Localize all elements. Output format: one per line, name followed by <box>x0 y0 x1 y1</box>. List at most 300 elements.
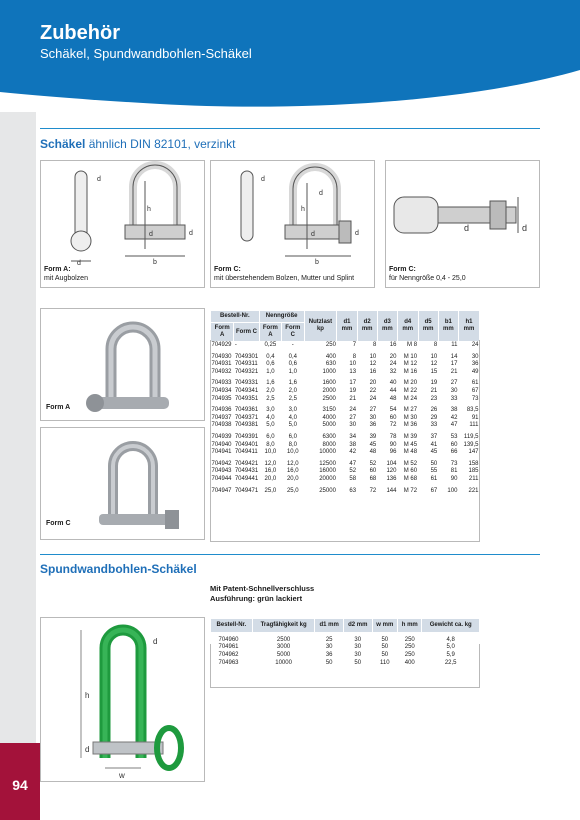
table-cell: 221 <box>468 487 479 494</box>
spundwand-shackle-drawing <box>41 618 206 783</box>
table-cell: 78 <box>389 433 397 440</box>
table-cell: 5,9 <box>446 652 455 659</box>
table-cell: 3000 <box>276 644 291 651</box>
t2-th-tragfaehigkeit: Tragfähigkeit kg <box>252 619 315 633</box>
table-cell: 25000 <box>319 487 336 494</box>
table-cell: 33 <box>430 422 438 429</box>
table-cell: 81 <box>450 468 458 475</box>
section-title-schaekel <box>40 137 235 151</box>
table-cell: 704932 <box>211 368 232 375</box>
table-cell: 10000 <box>319 449 336 456</box>
table-cell: 10,0 <box>286 449 299 456</box>
dim-h-s: h <box>85 691 90 700</box>
table-cell: 37 <box>430 433 438 440</box>
table-cell: 2,5 <box>288 395 297 402</box>
table-cell: 24 <box>369 395 377 402</box>
table-cell: 27 <box>349 414 357 421</box>
table-cell: 7049431 <box>234 468 259 475</box>
table-cell: 40 <box>389 380 397 387</box>
table-cell: 5000 <box>322 422 336 429</box>
table-cell: 2500 <box>322 395 336 402</box>
th-form-c: Form C <box>234 323 259 342</box>
table-cell: 6,0 <box>288 433 297 440</box>
table-cell: 48 <box>389 395 397 402</box>
shackle-drawing-form-c <box>211 161 376 266</box>
table-cell: M 60 <box>403 468 418 475</box>
caption-form-c <box>214 265 354 283</box>
table-cell: - <box>234 342 237 348</box>
table-cell: 16 <box>369 368 377 375</box>
table-cell: M 27 <box>403 407 418 414</box>
table-cell: 704947 <box>211 487 232 494</box>
table-cell: 704944 <box>211 475 232 482</box>
dim-w-s: w <box>119 771 125 780</box>
table-cell: 73 <box>450 460 458 467</box>
table-cell: 7 <box>352 342 357 348</box>
table-cell: 704933 <box>211 380 232 387</box>
table-cell: 36 <box>325 652 333 659</box>
table-cell: M 45 <box>403 441 418 448</box>
th-d3: d3 mm <box>377 311 397 342</box>
table-cell: M 10 <box>403 353 418 360</box>
table-cell: 72 <box>389 422 397 429</box>
table-cell: 7049381 <box>234 422 259 429</box>
table-cell: M 72 <box>403 487 418 494</box>
table-cell: 17 <box>349 380 357 387</box>
section-title-bold: Schäkel <box>40 137 86 151</box>
table-cell: 704935 <box>211 395 232 402</box>
table-cell: M 36 <box>403 422 418 429</box>
th-size-form-c: Form C <box>282 323 305 342</box>
table-cell: 39 <box>369 433 377 440</box>
page-number: 94 <box>12 777 28 793</box>
dim-h-c: h <box>301 206 305 213</box>
table-cell: 7049401 <box>234 441 259 448</box>
table-cell: 30 <box>450 387 458 394</box>
t2-th-gewicht: Gewicht ca. kg <box>422 619 480 633</box>
table-cell: 15 <box>430 368 438 375</box>
table-cell: 704963 <box>218 659 239 666</box>
table-cell: 16,0 <box>286 468 299 475</box>
table-cell: 704929 <box>211 342 232 348</box>
dim-d2-s: d <box>153 637 158 646</box>
th-size-form-a: Form A <box>259 323 281 342</box>
table-cell: 90 <box>389 441 397 448</box>
table-cell: 21 <box>430 387 438 394</box>
left-margin-bar <box>0 112 36 820</box>
table-cell: M 52 <box>403 460 418 467</box>
table-cell: 20,0 <box>264 475 277 482</box>
table-cell: 250 <box>404 644 415 651</box>
th-nenngroesse: Nenngröße <box>259 311 304 323</box>
table-cell: 30 <box>325 644 333 651</box>
table-cell: 0,4 <box>266 353 275 360</box>
table-cell: 68 <box>369 475 377 482</box>
caption-form-c-large-desc: für Nenngröße 0,4 - 25,0 <box>389 275 466 282</box>
table-cell: 7049331 <box>234 380 259 387</box>
caption-form-c-large <box>389 265 466 283</box>
table-cell: 12500 <box>319 460 336 467</box>
table-cell: 7049471 <box>234 487 259 494</box>
table-cell: 47 <box>450 422 458 429</box>
table-cell: 704931 <box>211 361 232 368</box>
table-cell: - <box>291 342 294 348</box>
table-cell: 8,0 <box>288 441 297 448</box>
table-cell: 4,0 <box>266 414 275 421</box>
caption-form-c-title: Form C: <box>214 266 241 273</box>
table-cell: 704939 <box>211 433 232 440</box>
table-cell: 111 <box>469 422 479 429</box>
table-cell: 83,5 <box>466 407 479 414</box>
dim-b: b <box>153 259 157 266</box>
th-d1: d1 mm <box>337 311 357 342</box>
table-cell: 24 <box>389 361 397 368</box>
table-cell: 630 <box>325 361 336 368</box>
table-cell: 50 <box>381 644 389 651</box>
dim-d4-c: d <box>355 230 359 237</box>
table-cell: 25 <box>325 636 333 643</box>
table-cell: 58 <box>349 475 357 482</box>
table-cell: 67 <box>471 387 479 394</box>
table-cell: M 22 <box>403 387 418 394</box>
table-cell: 4,0 <box>288 414 297 421</box>
section-rule-bottom <box>40 554 540 555</box>
th-d2: d2 mm <box>357 311 377 342</box>
th-d4: d4 mm <box>397 311 418 342</box>
table-cell: 50 <box>354 659 362 666</box>
t2-th-d2: d2 mm <box>343 619 372 633</box>
section-title-rest: ähnlich DIN 82101, verzinkt <box>85 137 236 151</box>
table-cell: 50 <box>381 636 389 643</box>
table-cell: 52 <box>369 460 377 467</box>
table-cell: 8 <box>372 342 377 348</box>
table-cell: 400 <box>404 659 415 666</box>
dim-d4-l: d <box>522 223 528 233</box>
table-cell: 11 <box>451 342 458 348</box>
table-cell: 704934 <box>211 387 232 394</box>
table-cell: 250 <box>325 342 336 348</box>
dim-d5: d <box>97 176 101 183</box>
table-cell: 90 <box>450 475 458 482</box>
table-cell: 53 <box>450 433 458 440</box>
table-cell: 12 <box>430 361 438 368</box>
table-cell: 12 <box>369 361 377 368</box>
caption-form-a-desc: mit Augbolzen <box>44 275 88 282</box>
table-cell: M 20 <box>403 380 418 387</box>
table-cell: 7049351 <box>234 395 259 402</box>
table-cell: 42 <box>349 449 357 456</box>
table-cell: 67 <box>430 487 438 494</box>
table-cell: 144 <box>386 487 397 494</box>
table-cell: 23 <box>430 395 438 402</box>
table-cell: 16000 <box>319 468 336 475</box>
table-cell: 8000 <box>322 441 336 448</box>
table-cell: 13 <box>349 368 357 375</box>
table-cell: 49 <box>471 368 479 375</box>
table-cell: 10 <box>369 353 377 360</box>
shackle-drawing-form-c-large <box>386 161 541 266</box>
table-cell: 29 <box>430 414 438 421</box>
table-cell: M 8 <box>407 342 418 348</box>
table-cell: 60 <box>389 414 397 421</box>
table-cell: 17 <box>450 361 458 368</box>
table-cell: 91 <box>471 414 479 421</box>
table-cell: 185 <box>468 468 479 475</box>
dim-d3: d <box>77 260 81 266</box>
caption-form-a-title: Form A: <box>44 266 71 273</box>
table-cell: 7049411 <box>234 449 258 456</box>
table-cell: 38 <box>450 407 458 414</box>
table-cell: 704940 <box>211 441 232 448</box>
table-cell: 54 <box>389 407 397 414</box>
table-cell: 14 <box>450 353 458 360</box>
th-h1: h1 mm <box>458 311 479 342</box>
table-cell: 38 <box>349 441 357 448</box>
th-d5: d5 mm <box>418 311 438 342</box>
table-cell: 7049311 <box>234 361 258 368</box>
note-line-1: Mit Patent-Schnellverschluss <box>210 584 315 593</box>
table-cell: 100 <box>447 487 458 494</box>
table-cell: 1,0 <box>266 368 275 375</box>
table-cell: 52 <box>349 468 357 475</box>
table-cell: 2,0 <box>288 387 297 394</box>
dim-d1-s: d <box>85 745 90 754</box>
table-cell: 50 <box>430 460 438 467</box>
dim-d5-c: d <box>261 176 265 183</box>
table-cell: 6,0 <box>266 433 275 440</box>
table-cell: 4,8 <box>446 636 455 643</box>
table-cell: 7049421 <box>234 460 259 467</box>
table-cell: M 12 <box>403 361 418 368</box>
table-cell: 61 <box>471 380 479 387</box>
table-cell: 25,0 <box>286 487 299 494</box>
table-cell: 72 <box>369 487 377 494</box>
table-cell: 120 <box>386 468 397 475</box>
table-cell: 704960 <box>218 636 239 643</box>
table-cell: 1,0 <box>288 368 297 375</box>
table-cell: 26 <box>430 407 438 414</box>
table-cell: 0,6 <box>266 361 275 368</box>
th-form-a: Form A <box>211 323 234 342</box>
table-cell: 7049321 <box>234 368 259 375</box>
table-cell: 27 <box>369 407 377 414</box>
caption-form-c-desc: mit überstehendem Bolzen, Mutter und Splint <box>214 275 355 282</box>
table-cell: 136 <box>386 475 397 482</box>
table-cell: 10 <box>349 361 357 368</box>
table-cell: 211 <box>468 475 479 482</box>
t2-th-d1: d1 mm <box>315 619 344 633</box>
table-cell: 19 <box>349 387 357 394</box>
table-cell: 19 <box>430 380 438 387</box>
table-cell: 32 <box>389 368 397 375</box>
table-cell: 110 <box>380 659 390 666</box>
dim-h: h <box>147 206 151 213</box>
table-cell: 16 <box>389 342 397 348</box>
table-cell: 50 <box>381 652 389 659</box>
table-cell: 21 <box>450 368 458 375</box>
t2-th-h: h mm <box>398 619 422 633</box>
table-cell: 3,0 <box>266 407 275 414</box>
table-cell: 48 <box>369 449 377 456</box>
table-cell: 8,0 <box>266 441 275 448</box>
table-cell: 7049301 <box>234 353 259 360</box>
table-cell: 22,5 <box>444 659 457 666</box>
table-cell: 21 <box>349 395 357 402</box>
table-cell: 139,5 <box>463 441 479 448</box>
table-cell: 55 <box>430 468 438 475</box>
dim-d2-l: d <box>464 223 470 233</box>
table-cell: 1600 <box>322 380 336 387</box>
table-cell: 1000 <box>322 368 336 375</box>
table-cell: 0,6 <box>288 361 297 368</box>
table-cell: 704962 <box>218 652 239 659</box>
th-nutzlast: Nutzlast kp <box>304 311 337 342</box>
table-cell: 8 <box>352 353 357 360</box>
table-cell: 44 <box>389 387 397 394</box>
table-cell: 61 <box>430 475 438 482</box>
table-cell: M 48 <box>403 449 418 456</box>
table-cell: 4000 <box>322 414 336 421</box>
page-header <box>0 0 580 112</box>
dim-d2-c: d <box>311 231 315 238</box>
table-cell: 42 <box>450 414 458 421</box>
table-cell: 704941 <box>211 449 232 456</box>
table-cell: 20 <box>389 353 397 360</box>
section-title-spundwand: Spundwandbohlen-Schäkel <box>40 562 197 576</box>
t2-th-w: w mm <box>372 619 398 633</box>
table-cell: 147 <box>468 449 479 456</box>
section2-note <box>210 584 314 604</box>
note-line-2: Ausführung: grün lackiert <box>210 594 303 603</box>
table-cell: 10,0 <box>264 449 277 456</box>
table-cell: 36 <box>369 422 377 429</box>
table-cell: 30 <box>354 636 362 643</box>
table-cell: 27 <box>450 380 458 387</box>
table-cell: 6300 <box>322 433 336 440</box>
table-cell: 96 <box>389 449 397 456</box>
table-cell: 20000 <box>319 475 336 482</box>
table-cell: 20,0 <box>286 475 299 482</box>
table-cell: M 24 <box>403 395 418 402</box>
table-cell: 1,6 <box>288 380 297 387</box>
table-cell: 24 <box>471 342 479 348</box>
table-cell: 45 <box>430 449 438 456</box>
table-cell: 104 <box>386 460 397 467</box>
table-cell: 2,0 <box>266 387 275 394</box>
table-cell: 158 <box>468 460 479 467</box>
dim-b-c: b <box>315 259 319 266</box>
table-cell: 400 <box>325 353 336 360</box>
th-bestell-nr: Bestell-Nr. <box>211 311 260 323</box>
table-cell: 41 <box>430 441 438 448</box>
table-cell: 704942 <box>211 460 232 467</box>
table-cell: 704937 <box>211 414 232 421</box>
table-cell: 7049391 <box>234 433 259 440</box>
th-b1: b1 mm <box>438 311 458 342</box>
table-cell: 60 <box>450 441 458 448</box>
section-rule-top <box>40 128 540 129</box>
caption-form-c-large-title: Form C: <box>389 266 416 273</box>
table-cell: 0,4 <box>288 353 297 360</box>
table-cell: 2000 <box>322 387 336 394</box>
table-cell: 5000 <box>276 652 291 659</box>
table-cell: 73 <box>471 395 479 402</box>
table-cell: 47 <box>349 460 357 467</box>
table-cell: 7049371 <box>234 414 259 421</box>
table-cell: 16,0 <box>264 468 277 475</box>
table-cell: 3150 <box>322 407 336 414</box>
spundwand-table-frame <box>210 644 480 688</box>
table-cell: 66 <box>450 449 458 456</box>
table-cell: 3,0 <box>288 407 297 414</box>
table-cell: 63 <box>349 487 357 494</box>
table-cell: 30 <box>471 353 479 360</box>
table-cell: 10 <box>430 353 438 360</box>
table-cell: M 16 <box>403 368 418 375</box>
table-cell: 60 <box>369 468 377 475</box>
table-cell: 12,0 <box>264 460 277 467</box>
table-cell: M 30 <box>403 414 418 421</box>
table-cell: 10000 <box>275 659 292 666</box>
table-cell: 7049341 <box>234 387 259 394</box>
table-cell: 34 <box>349 433 357 440</box>
table-cell: 704938 <box>211 422 232 429</box>
photo-label-form-c: Form C <box>46 520 71 527</box>
table-cell: 7049361 <box>234 407 259 414</box>
table-cell: 704930 <box>211 353 232 360</box>
table-cell: 30 <box>354 644 362 651</box>
table-cell: 704961 <box>218 644 239 651</box>
shackle-table-frame <box>210 340 480 542</box>
table-cell: 33 <box>450 395 458 402</box>
table-cell: 5,0 <box>288 422 297 429</box>
table-cell: 250 <box>404 652 415 659</box>
table-cell: 7049441 <box>234 475 259 482</box>
page-subtitle: Schäkel, Spundwandbohlen-Schäkel <box>40 46 252 61</box>
photo-spundwand <box>40 617 205 782</box>
table-cell: 5,0 <box>446 644 455 651</box>
table-cell: 5,0 <box>266 422 275 429</box>
table-cell: 1,6 <box>266 380 275 387</box>
table-cell: 30 <box>349 422 357 429</box>
table-cell: M 39 <box>403 433 418 440</box>
table-cell: 704943 <box>211 468 232 475</box>
table-cell: 50 <box>325 659 333 666</box>
table-cell: 45 <box>369 441 377 448</box>
table-cell: 36 <box>471 361 479 368</box>
table-cell: 22 <box>369 387 377 394</box>
t2-th-bestell-nr: Bestell-Nr. <box>211 619 253 633</box>
table-cell: 24 <box>349 407 357 414</box>
table-cell: 30 <box>369 414 377 421</box>
table-cell: 119,5 <box>463 433 479 440</box>
shackle-drawing-form-a <box>41 161 206 266</box>
dim-d2: d <box>149 231 153 238</box>
photo-label-form-a: Form A <box>46 404 71 411</box>
table-cell: 704936 <box>211 407 232 414</box>
table-cell: 2500 <box>276 636 291 643</box>
table-cell: M 68 <box>403 475 418 482</box>
table-cell: 250 <box>404 636 415 643</box>
page-title: Zubehör <box>40 22 120 44</box>
table-cell: 8 <box>433 342 438 348</box>
table-cell: 2,5 <box>266 395 275 402</box>
table-cell: 25,0 <box>264 487 277 494</box>
dim-d1-c: d <box>319 190 323 197</box>
table-cell: 0,25 <box>264 342 277 348</box>
table-cell: 30 <box>354 652 362 659</box>
table-cell: 12,0 <box>286 460 299 467</box>
